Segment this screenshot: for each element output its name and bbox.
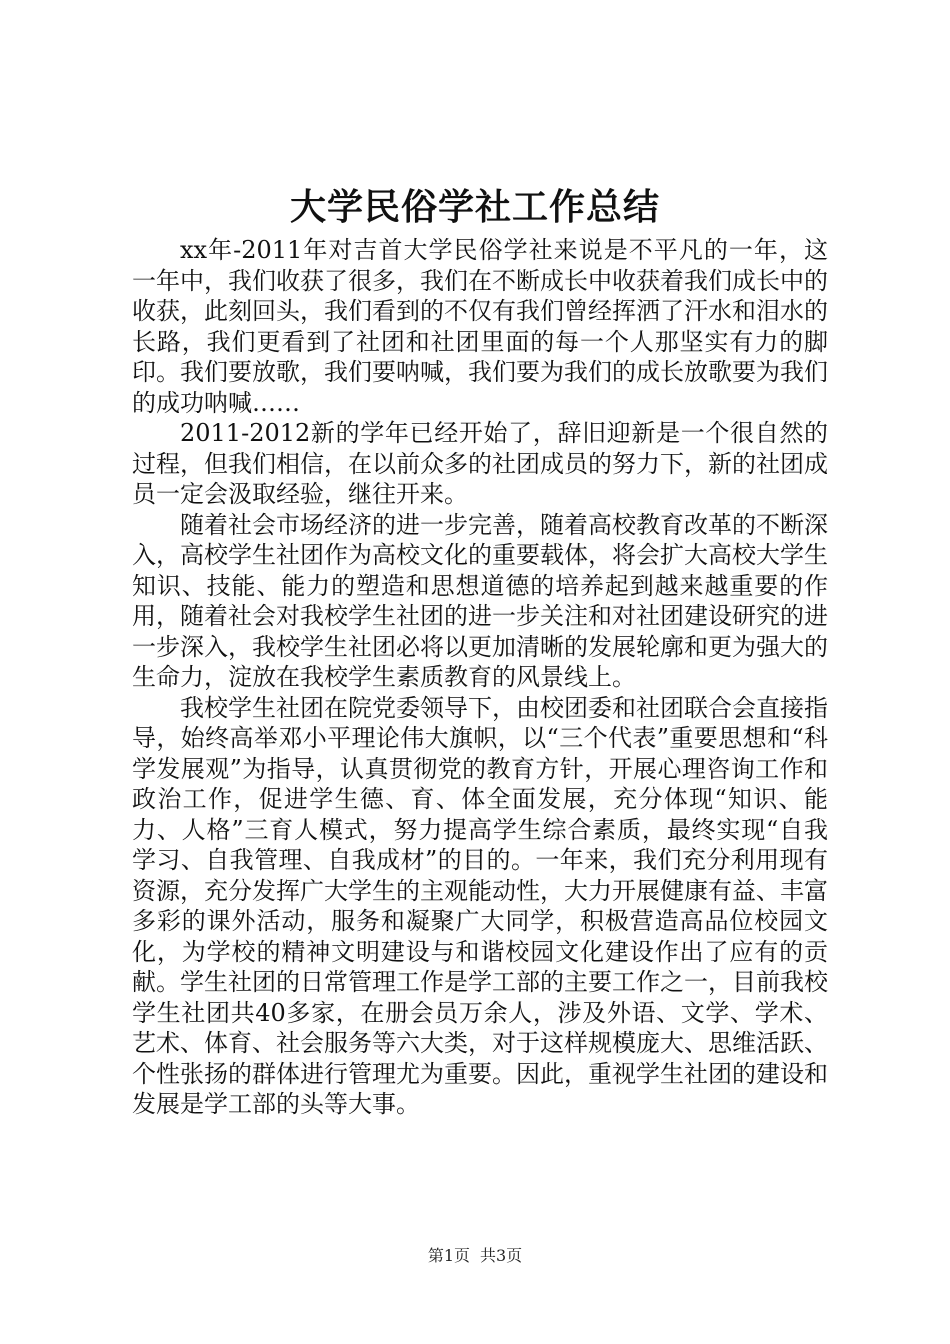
paragraph-1: xx年-2011年对吉首大学民俗学社来说是不平凡的一年，这一年中，我们收获了很多，我们在不断成长中收获着我们成长中的收获，此刻回头，我们看到的不仅有我们曾经挥洒了汗水和泪水的长路，我们更看到了社团和社团里面的每一个人那坚实有力的脚印。我们要放歌，我们要呐喊，我们要为我们的成长放歌要为我们的成功呐喊……	[132, 236, 828, 417]
document-title: 大学民俗学社工作总结	[289, 187, 660, 228]
document-body	[132, 235, 828, 1120]
page-number: 第1页	[427, 1246, 470, 1265]
paragraph-3: 随着社会市场经济的进一步完善，随着高校教育改革的不断深入，高校学生社团作为高校文化的重要载体，将会扩大高校大学生知识、技能、能力的塑造和思想道德的培养起到越来越重要的作用，随着社会对我校学生社团的进一步关注和对社团建设研究的进一步深入，我校学生社团必将以更加清晰的发展轮廓和更为强大的生命力，淀放在我校学生素质教育的风景线上。	[132, 510, 828, 691]
paragraph-2: 2011-2012新的学年已经开始了，辞旧迎新是一个很自然的过程，但我们相信，在以前众多的社团成员的努力下，新的社团成员一定会汲取经验，继往开来。	[132, 419, 828, 508]
page-total: 共3页	[480, 1246, 523, 1265]
page-footer	[0, 1244, 950, 1268]
paragraph-4: 我校学生社团在院党委领导下，由校团委和社团联合会直接指导，始终高举邓小平理论伟大旗帜，以“三个代表”重要思想和“科学发展观”为指导，认真贯彻党的教育方针，开展心理咨询工作和政治工作，促进学生德、育、体全面发展，充分体现“知识、能力、人格”三育人模式，努力提高学生综合素质，最终实现“自我学习、自我管理、自我成材”的目的。一年来，我们充分利用现有资源，充分发挥广大学生的主观能动性，大力开展健康有益、丰富多彩的课外活动，服务和凝聚广大同学，积极营造高品位校园文化，为学校的精神文明建设与和谐校园文化建设作出了应有的贡献。学生社团的日常管理工作是学工部的主要工作之一，目前我校学生社团共40多家，在册会员万余人，涉及外语、文学、学术、艺术、体育、社会服务等六大类，对于这样规模庞大、思维活跃、个性张扬的群体进行管理尤为重要。因此，重视学生社团的建设和发展是学工部的头等大事。	[132, 693, 828, 1118]
